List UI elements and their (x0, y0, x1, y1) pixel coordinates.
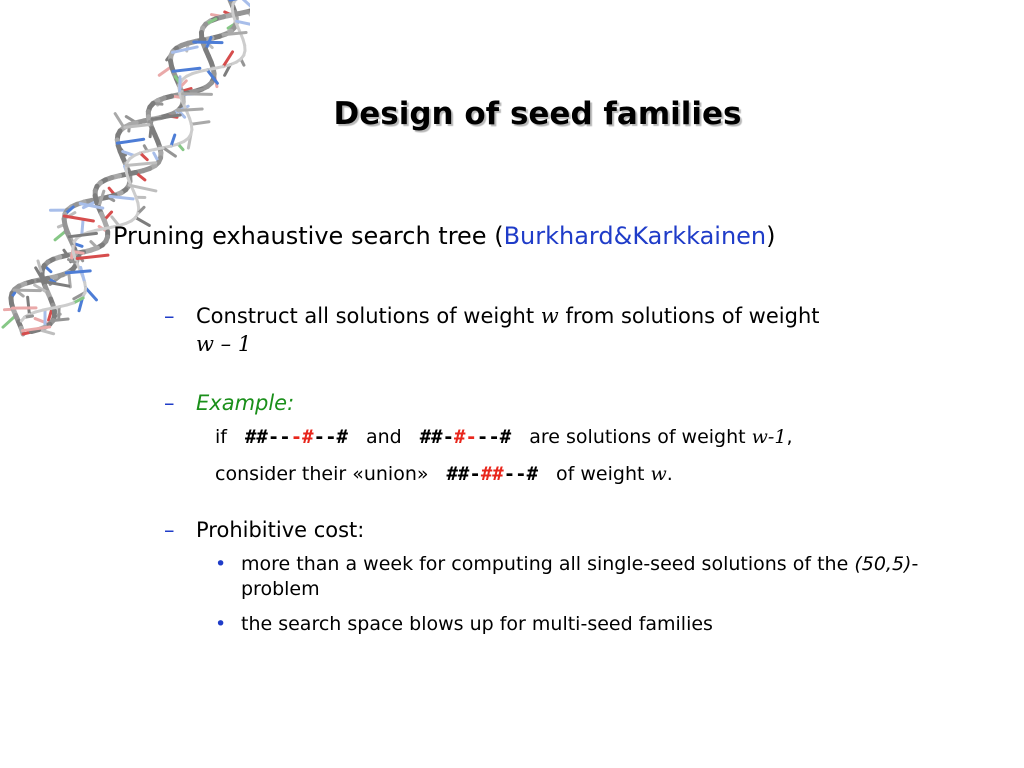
molecule-bond (117, 139, 143, 143)
seed-segment: -# (290, 426, 314, 448)
seed-segment: ##-- (244, 426, 291, 448)
seed-pattern-union (446, 463, 538, 485)
molecule-bond (69, 233, 96, 236)
seed-segment: ##- (446, 463, 481, 485)
molecule-bond (66, 271, 90, 273)
dna-molecule-decoration (0, 0, 250, 340)
sub-point-example (164, 389, 966, 417)
problem-params: (50,5) (854, 553, 912, 575)
example-label: Example: (196, 391, 295, 415)
molecule-bond (77, 255, 108, 258)
seed-segment: ## (480, 463, 504, 485)
bullet-1-suffix: -problem (241, 553, 919, 600)
seed-segment: --# (313, 426, 348, 448)
bullet-week (215, 552, 951, 602)
molecule-bond (183, 94, 212, 95)
var-w: w (650, 463, 667, 485)
var-w: w (540, 304, 559, 328)
union-text: consider their «union» (215, 463, 429, 485)
molecule-bond (194, 42, 222, 43)
molecule-bond (110, 196, 133, 199)
comma: , (786, 426, 793, 448)
slide-title: Design of seed families (333, 96, 742, 132)
period: . (666, 463, 673, 485)
var-w-minus-1: w – 1 (196, 332, 252, 356)
of-weight-text: of weight (556, 463, 651, 485)
seed-segment: ##- (419, 426, 455, 448)
dash-marker: – (164, 391, 175, 415)
sub-point-construct (164, 302, 966, 358)
bullet-dot: • (215, 553, 227, 575)
molecule-bond (173, 68, 200, 71)
seed-segment: #- (454, 426, 477, 448)
molecule-bond (81, 267, 85, 282)
main-point-text: Pruning exhaustive search tree ( (113, 222, 504, 250)
solutions-text: are solutions of weight (529, 426, 752, 448)
molecule-bond (243, 0, 250, 10)
bullet-2-text: the search space blows up for multi-seed families (241, 613, 713, 635)
molecule-bond (21, 317, 24, 321)
construct-text-1: Construct all solutions of weight (196, 304, 541, 328)
cost-text: Prohibitive cost: (196, 518, 365, 542)
main-point-close: ) (766, 222, 776, 250)
citation-link[interactable]: Burkhard&Karkkainen (503, 222, 767, 250)
molecule-bond (14, 290, 40, 291)
molecule-bond (28, 297, 30, 314)
bullet-dot: • (215, 613, 227, 635)
sub-point-cost (164, 516, 966, 544)
example-line-1 (215, 426, 792, 448)
seed-pattern-1 (245, 426, 348, 448)
seed-pattern-2 (420, 426, 512, 448)
dash-marker: – (164, 518, 175, 542)
dash-marker: – (164, 304, 175, 328)
molecule-bond (82, 219, 83, 234)
main-point (113, 222, 776, 250)
var-w-minus-1: w-1 (751, 426, 787, 448)
construct-text-2: from solutions of weight (558, 304, 820, 328)
molecule-bond (163, 148, 175, 156)
seed-segment: --# (503, 463, 539, 485)
molecule-bond (64, 216, 93, 221)
bullet-search-space (215, 612, 951, 637)
if-word: if (215, 426, 227, 448)
and-word: and (365, 426, 402, 448)
seed-segment: --# (476, 426, 512, 448)
molecule-bond (86, 288, 97, 300)
bullet-1-text: more than a week for computing all single-seed solutions of the (241, 553, 855, 575)
example-line-2 (215, 463, 673, 485)
